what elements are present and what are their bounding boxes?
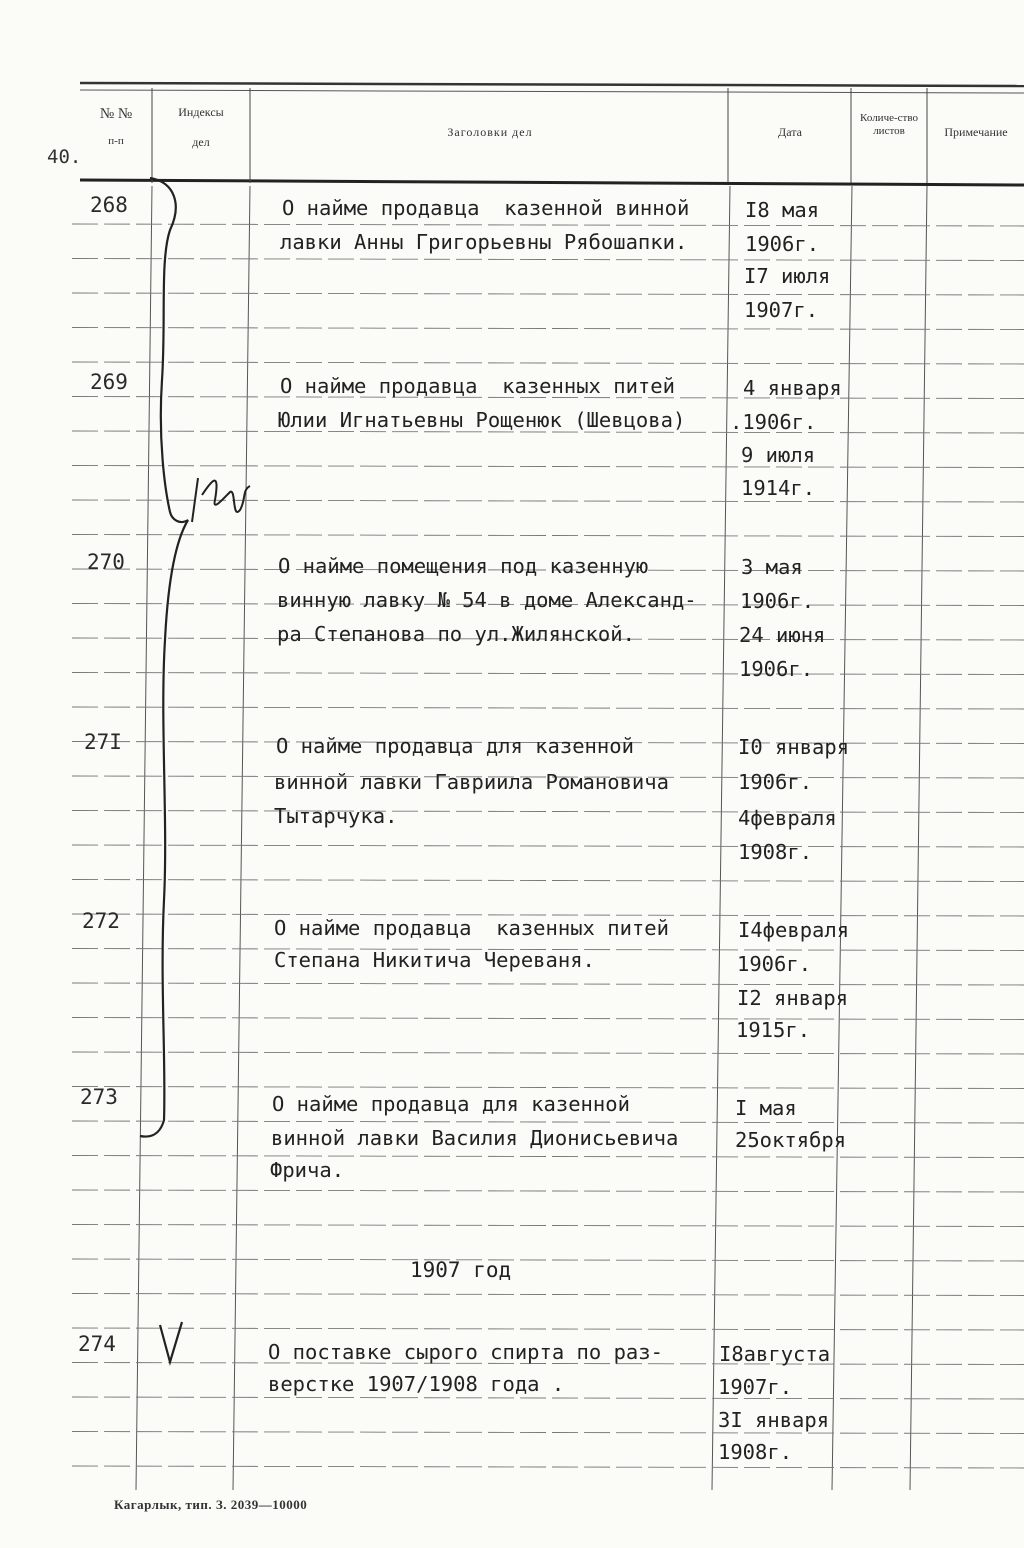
entry-title-line: О найме помещения под казенную	[278, 554, 649, 578]
entry-date: .1906г.	[730, 410, 817, 434]
entry-date: 24 июня	[739, 623, 826, 647]
ruling-line	[72, 1294, 1024, 1296]
entry-date: 3I января	[718, 1408, 830, 1432]
ruling-line	[72, 1087, 1024, 1089]
ruling-line	[72, 811, 1024, 813]
entry-date: I8 мая	[745, 198, 820, 222]
entry-date: 1906г.	[737, 952, 812, 976]
entry-title-line: винную лавку № 54 в доме Александ-	[277, 588, 697, 612]
ruling-line	[72, 1018, 1024, 1020]
ruling-line	[72, 1190, 1024, 1192]
entry-title-line: винной лавки Гавриила Романовича	[274, 770, 669, 794]
entry-title-line: О найме продавца для казенной	[276, 734, 634, 758]
ruling-line	[72, 983, 1024, 985]
ruling-line	[72, 673, 1024, 675]
entry-number: 269	[90, 370, 128, 394]
entry-title-line: Юлии Игнатьевны Рощенюк (Шевцова)	[278, 408, 686, 432]
ruling-line	[72, 1156, 1024, 1158]
entry-date: 1914г.	[741, 476, 816, 500]
ruling-line	[72, 224, 1024, 226]
entry-date: 9 июля	[741, 443, 816, 467]
ruling-line	[72, 1432, 1024, 1434]
entry-number: 268	[90, 193, 128, 217]
entry-date: 1906г.	[740, 589, 815, 613]
entry-date: 1907г.	[718, 1375, 793, 1399]
entry-title-line: О найме продавца казенных питей	[280, 374, 675, 398]
entry-date: 4февраля	[738, 806, 837, 830]
ruling-line	[72, 535, 1024, 537]
entry-title-line: Степана Никитича Череваня.	[274, 948, 595, 972]
header-number	[80, 106, 152, 148]
entry-date: 1906г.	[738, 770, 813, 794]
ruling-line	[72, 328, 1024, 330]
entry-date: 3 мая	[741, 555, 803, 579]
entry-number: 274	[78, 1332, 116, 1356]
ruling-line	[72, 293, 1024, 295]
entry-number: 273	[80, 1085, 118, 1109]
header-title: Заголовки дел	[447, 125, 533, 139]
ruling-line	[72, 1052, 1024, 1054]
entry-title-line: О найме продавца казенных питей	[274, 916, 669, 940]
year-heading: 1907 год	[410, 1258, 512, 1282]
ruling-line	[72, 362, 1024, 364]
entry-date: I7 июля	[744, 264, 831, 288]
entry-date: 1907г.	[744, 298, 819, 322]
entry-date: I мая	[735, 1096, 797, 1120]
ruling-line	[72, 1121, 1024, 1123]
ruling-line	[72, 1225, 1024, 1227]
entry-date: 1906г.	[739, 657, 814, 681]
header-index-label: Индексы	[178, 105, 224, 119]
entry-date: I8августа	[719, 1342, 831, 1366]
entry-date: 1908г.	[738, 840, 813, 864]
entry-date: 1908г.	[718, 1440, 793, 1464]
ruling-line	[72, 880, 1024, 882]
entry-title-line: О найме продавца казенной винной	[282, 196, 690, 220]
entry-title-line: Фрича.	[270, 1158, 345, 1182]
ruling-line	[72, 707, 1024, 709]
header-index	[155, 106, 247, 150]
header-count: Количе-ство листов	[860, 112, 918, 138]
ruling-line	[72, 1259, 1024, 1261]
ruling-line	[72, 1328, 1024, 1330]
entry-title-line: Тытарчука.	[274, 804, 398, 828]
entry-title-line: О найме продавца для казенной	[272, 1092, 630, 1116]
entry-date: I2 января	[737, 986, 849, 1010]
ruling-line	[72, 466, 1024, 468]
entry-title-line: верстке 1907/1908 года .	[268, 1372, 565, 1396]
entry-title-line: лавки Анны Григорьевны Рябошапки.	[280, 230, 688, 254]
entry-number: 270	[87, 550, 125, 574]
header-number-label: № №	[99, 106, 133, 122]
header-note: Примечание	[944, 125, 1008, 139]
header-index-sub: дел	[192, 134, 210, 149]
entry-number: 27I	[84, 730, 122, 754]
entry-date: 1906г.	[745, 232, 820, 256]
entry-date: I4февраля	[738, 918, 850, 942]
ruling-line	[72, 1466, 1024, 1468]
entry-date: 1915г.	[736, 1018, 811, 1042]
page-number: 40.	[47, 146, 82, 168]
entry-title-line: винной лавки Василия Дионисьевича	[271, 1126, 679, 1150]
entry-date: 25октября	[735, 1128, 847, 1152]
header-date: Дата	[778, 125, 802, 139]
printer-footer: Кагарлык, тип. З. 2039—10000	[114, 1497, 308, 1512]
entry-title-line: ра Степанова по ул.Жилянской.	[277, 622, 635, 646]
header-number-sub: п-п	[108, 135, 124, 148]
ruling-line	[72, 259, 1024, 261]
entry-date: 4 января	[743, 376, 842, 400]
ruling-line	[72, 1397, 1024, 1399]
ruling-line	[72, 845, 1024, 847]
entry-number: 272	[82, 909, 120, 933]
entry-title-line: О поставке сырого спирта по раз-	[268, 1340, 663, 1364]
entry-date: I0 января	[738, 735, 850, 759]
